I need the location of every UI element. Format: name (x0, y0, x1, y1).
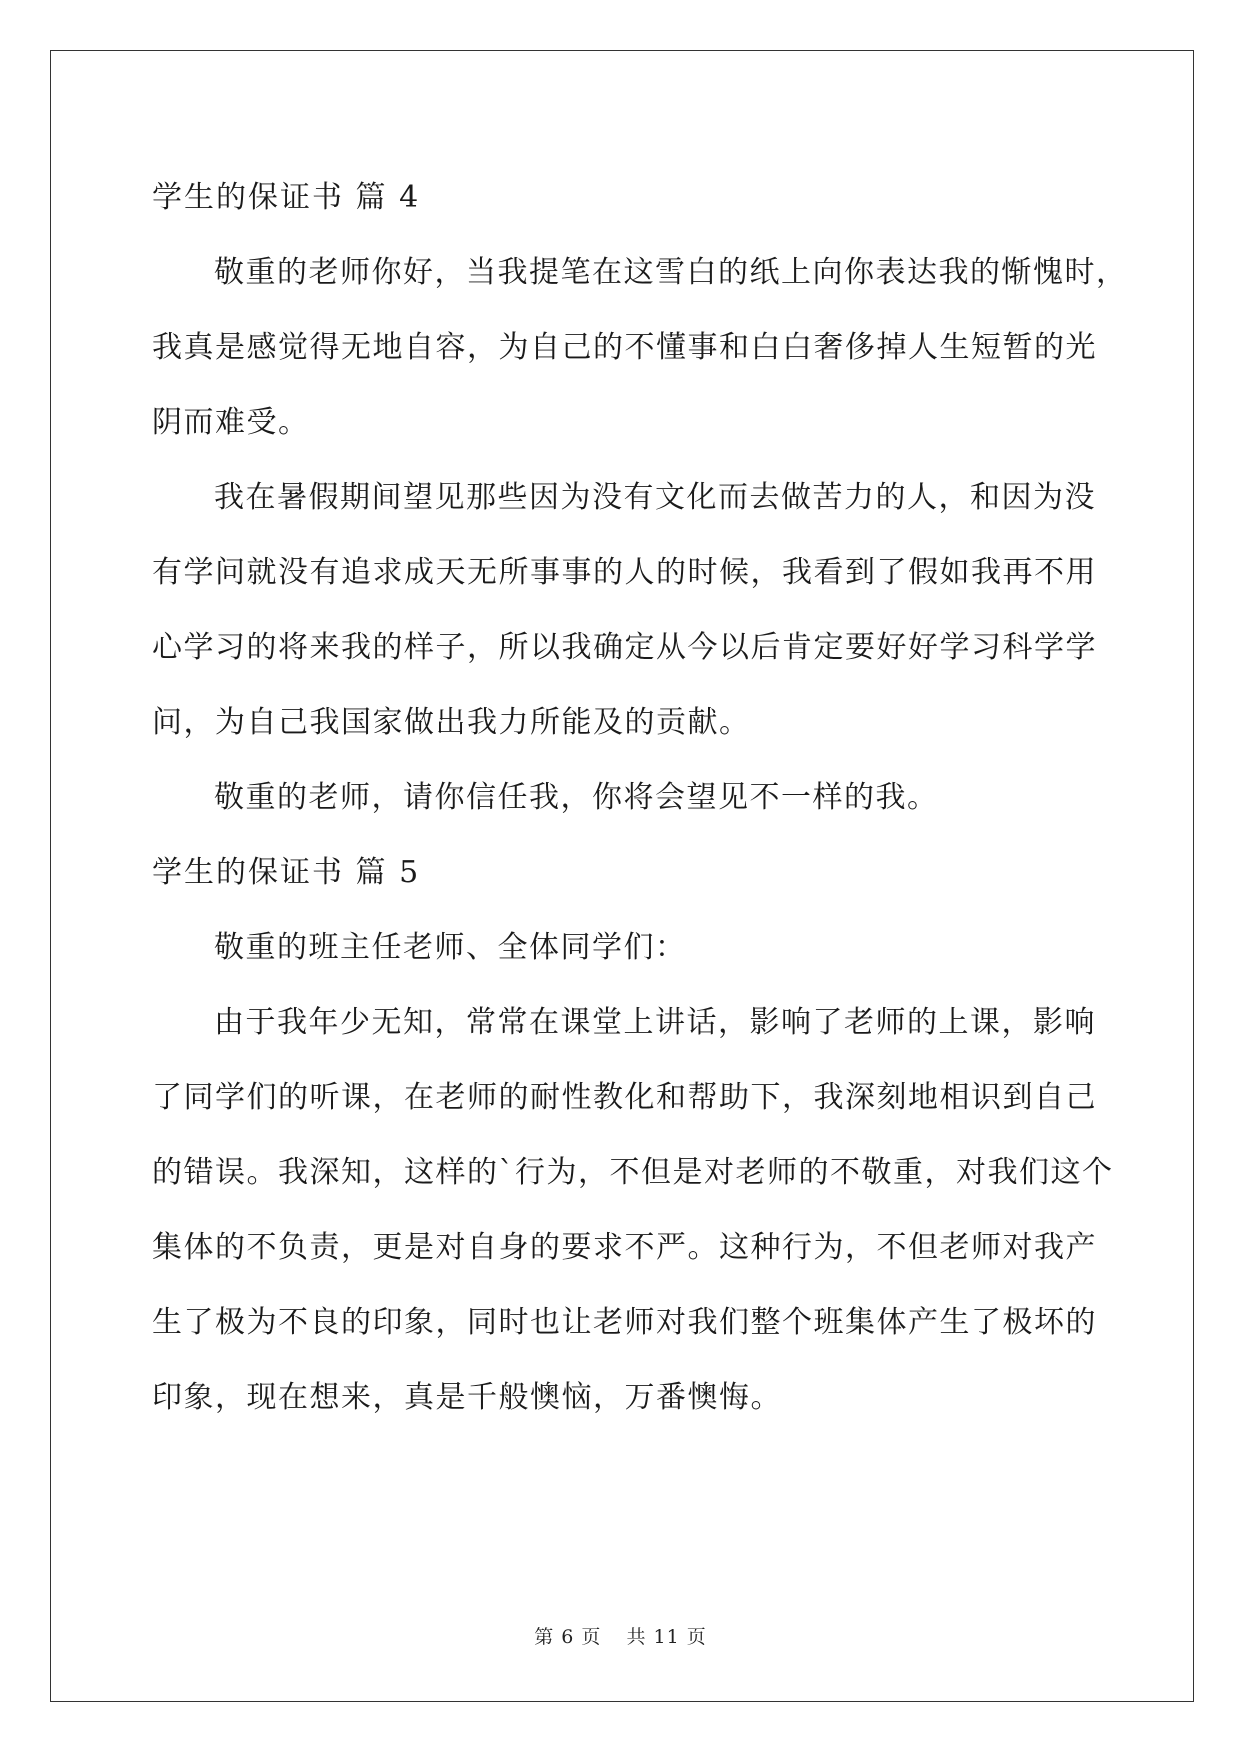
text-line: 由于我年少无知，常常在课堂上讲话，影响了老师的上课，影响 (214, 1005, 1096, 1040)
text-line: 敬重的老师你好，当我提笔在这雪白的纸上向你表达我的惭愧时， (214, 255, 1128, 290)
page-footer (0, 1622, 1241, 1649)
text-line: 问，为自己我国家做出我力所能及的贡献。 (152, 705, 751, 740)
paragraph (152, 985, 1114, 1435)
section-heading: 学生的保证书 篇 5 (152, 855, 421, 890)
text-line: 阴而难受。 (152, 405, 310, 440)
paragraph (152, 910, 1092, 985)
text-line: 心学习的将来我的样子，所以我确定从今以后肯定要好好学习科学学 (152, 630, 1097, 665)
page-total: 共 11 页 (626, 1626, 707, 1648)
paragraph (152, 235, 1128, 460)
text-line: 我真是感觉得无地自容，为自己的不懂事和白白奢侈掉人生短暂的光 (152, 330, 1097, 365)
section-heading: 学生的保证书 篇 4 (152, 180, 421, 215)
page-number: 第 6 页 (534, 1626, 602, 1648)
text-line: 印象，现在想来，真是千般懊恼，万番懊悔。 (152, 1380, 782, 1415)
text-line: 的错误。我深知，这样的`行为，不但是对老师的不敬重，对我们这个 (152, 1155, 1114, 1190)
paragraph (152, 760, 1092, 835)
text-line: 生了极为不良的印象，同时也让老师对我们整个班集体产生了极坏的 (152, 1305, 1097, 1340)
paragraph (152, 460, 1097, 760)
text-line: 有学问就没有追求成天无所事事的人的时候，我看到了假如我再不用 (152, 555, 1097, 590)
text-line: 我在暑假期间望见那些因为没有文化而去做苦力的人，和因为没 (214, 480, 1096, 515)
text-line: 集体的不负责，更是对自身的要求不严。这种行为，不但老师对我产 (152, 1230, 1097, 1265)
text-line: 敬重的班主任老师、全体同学们： (214, 930, 687, 965)
text-line: 了同学们的听课，在老师的耐性教化和帮助下，我深刻地相识到自己 (152, 1080, 1097, 1115)
document-body (152, 160, 1128, 1435)
text-line: 敬重的老师，请你信任我，你将会望见不一样的我。 (214, 780, 939, 815)
